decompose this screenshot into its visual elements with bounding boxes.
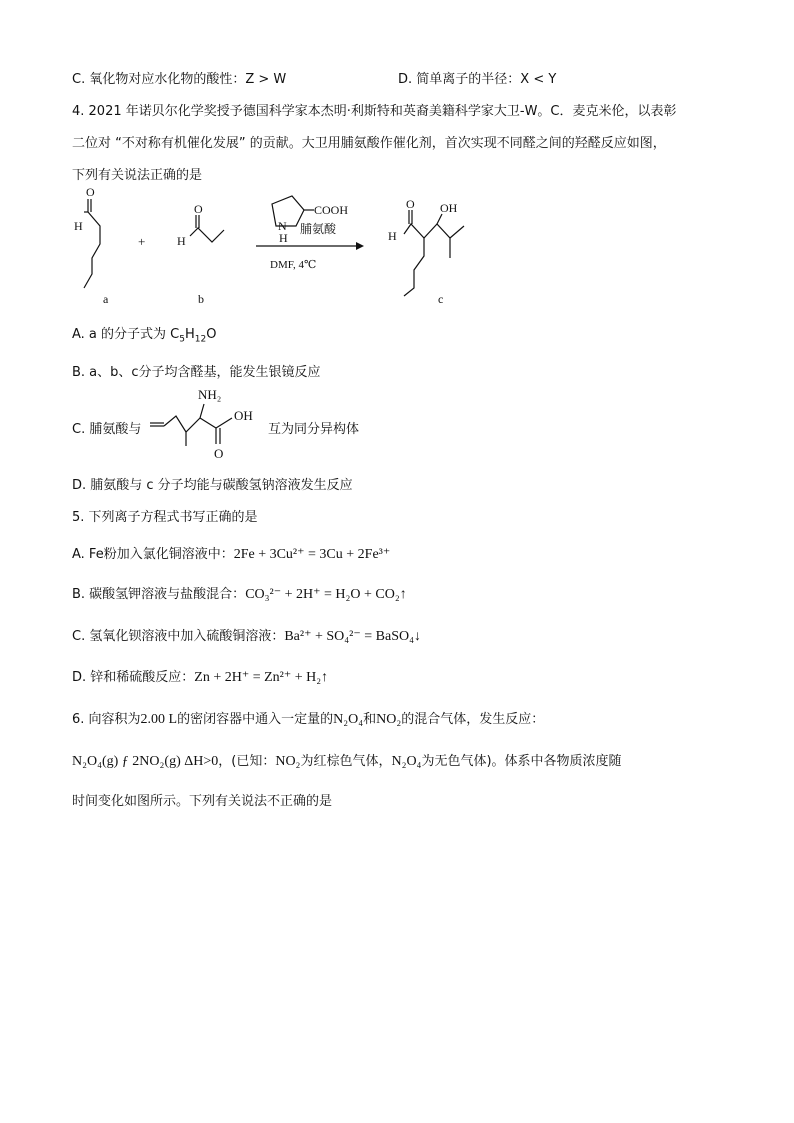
q5-option-d-label: D. 锌和稀硫酸反应：	[72, 670, 195, 685]
q5-option-a	[72, 543, 390, 563]
c-hydroxyl-label: OH	[440, 201, 458, 215]
q4-option-c-prefix: C. 脯氨酸与	[72, 422, 142, 437]
q5-option-d	[72, 666, 328, 686]
q6-stem-line3: 时间变化如图所示。下列有关说法不正确的是	[72, 794, 333, 809]
q6-stem-line2	[72, 750, 622, 770]
b-hydrogen-label: H	[177, 234, 186, 248]
a-hydrogen-label: H	[74, 219, 83, 233]
q4-option-c-suffix: 互为同分异构体	[268, 422, 360, 437]
q5-option-c-label: C. 氢氧化钡溶液中加入硫酸铜溶液：	[72, 629, 285, 644]
a-oxygen-label: O	[86, 186, 95, 199]
q5-option-b-equation: CO₃²⁻ + 2H⁺ = H₂O + CO₂↑	[245, 587, 407, 602]
amine-label: NH₂	[198, 387, 222, 402]
arrow-head	[356, 242, 364, 250]
q6-stem-line1	[72, 708, 544, 728]
q6-line2-no2: NO₂	[275, 754, 301, 769]
proline-n-label: N	[278, 219, 287, 233]
reaction-scheme	[60, 186, 480, 311]
label-b: b	[198, 292, 204, 306]
q4-option-a-o: O	[206, 327, 217, 342]
q4-option-a-text: A. a 的分子式为 C	[72, 327, 180, 342]
q6-line1-part-a: 6. 向容积为	[72, 712, 141, 727]
q6-line1-part-b: 的密闭容器中通入一定量的	[177, 712, 334, 727]
q4-stem-line2: 二位对 “不对称有机催化发展” 的贡献。大卫用脯氨酸作催化剂，首次实现不同醛之间的羟醛反应如图，	[72, 136, 666, 151]
q5-option-c	[72, 625, 421, 645]
q4-option-c-structure	[146, 384, 270, 464]
b-chain	[190, 228, 224, 242]
q4-option-b: B. a、b、c分子均含醛基，能发生银镜反应	[72, 365, 321, 380]
q6-line1-part-c: 和	[363, 712, 377, 727]
c-backbone	[404, 224, 464, 238]
proline-cooh-label: COOH	[314, 203, 349, 217]
q4-option-a-sub-h: 12	[194, 334, 207, 345]
q5-option-b	[72, 583, 407, 603]
q5-option-d-equation: Zn + 2H⁺ = Zn²⁺ + H₂↑	[194, 670, 329, 685]
q5-stem: 5. 下列离子方程式书写正确的是	[72, 510, 258, 525]
a-chain	[84, 212, 100, 288]
q6-reaction-equation: N₂O₄(g) ƒ 2NO₂(g) ΔH>0	[72, 754, 219, 769]
plus-sign: +	[138, 234, 146, 249]
prev-option-d: D. 简单离子的半径：X < Y	[398, 72, 557, 87]
reaction-condition: DMF, 4℃	[270, 259, 317, 271]
proline-h-label: H	[279, 231, 288, 245]
q6-volume: 2.00 L	[140, 712, 178, 727]
q5-option-a-label: A. Fe粉加入氯化铜溶液中：	[72, 547, 234, 562]
q4-stem-line1: 4. 2021 年诺贝尔化学奖授予德国科学家本杰明·利斯特和英裔美籍科学家大卫-W。C．麦克米伦，以表彰	[72, 104, 677, 119]
c-hydrogen-label: H	[388, 229, 397, 243]
prev-option-c: C. 氧化物对应水化物的酸性：Z > W	[72, 72, 287, 87]
q4-stem-line3: 下列有关说法正确的是	[72, 168, 203, 183]
q4-option-d: D. 脯氨酸与 c 分子均能与碳酸氢钠溶液发生反应	[72, 478, 353, 493]
q4-option-a	[72, 323, 216, 345]
q5-option-b-label: B. 碳酸氢钾溶液与盐酸混合：	[72, 587, 246, 602]
q6-n2o4: N₂O₄	[333, 712, 364, 727]
q5-option-a-equation: 2Fe + 3Cu²⁺ = 3Cu + 2Fe³⁺	[233, 547, 391, 562]
label-c: c	[438, 292, 444, 306]
q4-option-a-h: H	[184, 327, 195, 342]
q5-option-c-equation: Ba²⁺ + SO₄²⁻ = BaSO₄↓	[284, 629, 421, 644]
q6-line2-part-b: 为红棕色气体，	[300, 754, 392, 769]
c-oxygen-label: O	[406, 197, 415, 211]
q4-option-a-sub-c: 5	[179, 334, 185, 345]
b-oxygen-label: O	[194, 202, 203, 216]
catalyst-label: 脯氨酸	[300, 222, 337, 236]
hydroxyl-label: OH	[234, 408, 253, 423]
label-a: a	[103, 292, 109, 306]
q6-line2-n2o4: N₂O₄	[391, 754, 422, 769]
c-chain	[404, 238, 424, 296]
q6-no2: NO₂	[376, 712, 402, 727]
q6-line1-part-d: 的混合气体，发生反应：	[401, 712, 545, 727]
q6-line2-part-a: ，(已知：	[218, 754, 276, 769]
q6-line2-part-c: 为无色气体)。体系中各物质浓度随	[421, 754, 622, 769]
carbonyl-oxygen-label: O	[214, 446, 224, 461]
